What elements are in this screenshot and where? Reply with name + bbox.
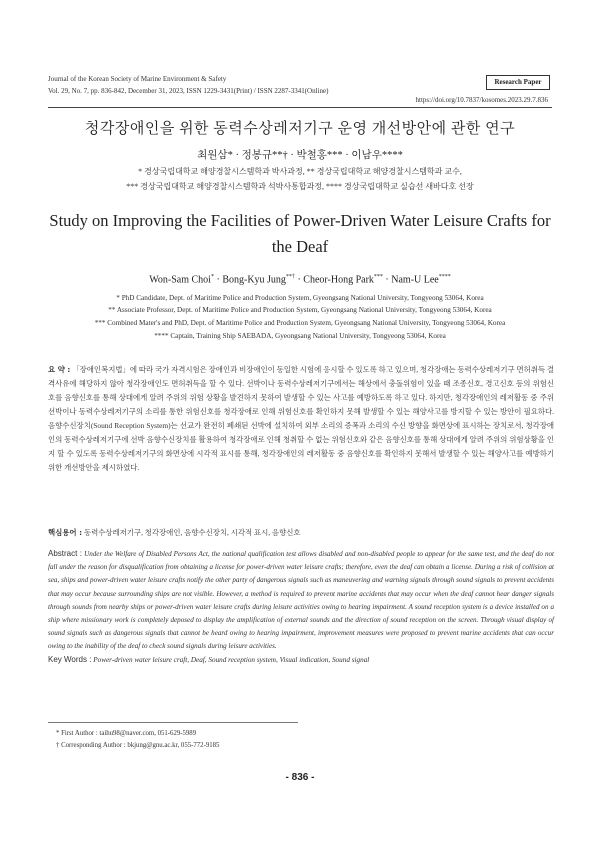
author-2: Bong-Kyu Jung bbox=[222, 274, 286, 286]
article-type-badge: Research Paper bbox=[486, 75, 550, 90]
keywords-korean-label: 핵심용어 : bbox=[48, 528, 83, 537]
affiliation-english-2: ** Associate Professor, Dept. of Maritime Police and Production System, Gyeongsang National University, Tongyeong 53064, Korea bbox=[108, 306, 492, 314]
author-3: Cheor-Hong Park bbox=[303, 274, 374, 286]
abstract-korean-text: 「장애인복지법」에 따라 국가 자격시험은 장애인과 비장애인이 동일한 시험에 응시할 수 있도록 하고 있으며, 청각장애는 동력수상레저기구 면허취득 결격사유에 해당하지 않아 청각장애인도 면허취득을 할 수 있다. 선박이나 동력수상레저기구에서는 해상에서 충돌위험이 있을 때 조종신호, 경고신호 등의 위험신호를 음향신호를 통해 상대에게 알려 주위의 위험 상황을 발견하지 못하여 발생할 수 있는 사고를 예방하도록 하고 있다. 하지만, 청각장애인의 레저활동 중 주위 선박이나 동력수상레저기구의 소리를 통한 위험신호를 청각장애로 인해 위험신호를 확인하지 못해 발생할 수 있는 해양사고를 방지할 수 있는 방안이 필요하다. 음향수신장치(Sound Reception System)는 선교가 완전히 폐쇄된 선박에 설치하여 외부 소리의 증폭과 소리의 수신 방향을 화면상에 표시하는 장치로서, 청각장애인의 동력수상레저기구에 선박 음향수신장치를 활용하여 청각장애로 인해 청취할 수 없는 위험신호와 같은 음향신호를 통해 상대에게 알려 주위의 위험상황을 인지 할 수 있도록 동력수상레저기구의 화면상에 시각적 표시를 통해, 청각장애인의 레저활동 중 음향신호를 확인하지 못해서 발생할 수 있는 해양사고를 예방하기 위한 개선방안을 제시하였다. bbox=[48, 365, 554, 472]
affiliation-english-3: *** Combined Mater's and PhD, Dept. of Maritime Police and Production System, Gyeongsang National University, Tongyeong 53064, Korea bbox=[94, 319, 506, 327]
footnote-divider bbox=[48, 722, 298, 723]
abstract-korean-label: 요 약 : bbox=[48, 365, 71, 374]
affiliation-english-1: * PhD Candidate, Dept. of Maritime Police and Production System, Gyeongsang National University, Tongyeong 53064, Korea bbox=[116, 294, 484, 302]
affiliation-korean-line-2: *** 경상국립대학교 해양경찰시스템학과 석박사통합과정, **** 경상국립대학교 실습선 새바다호 선장 bbox=[126, 182, 474, 191]
journal-name: Journal of the Korean Society of Marine Environment & Safety bbox=[48, 75, 227, 83]
page-number: - 836 - bbox=[285, 772, 315, 783]
header-divider bbox=[48, 107, 552, 108]
authors-korean: 최원삼* · 정봉규**† · 박철홍*** · 이남우**** bbox=[197, 150, 403, 161]
keywords-korean bbox=[48, 527, 301, 538]
volume-info: Vol. 29, No. 7, pp. 836-842, December 31, 2023, ISSN 1229-3431(Print) / ISSN 2287-3341(Online) bbox=[48, 87, 329, 95]
author-4-mark: **** bbox=[438, 274, 451, 280]
author-1: Won-Sam Choi bbox=[149, 274, 211, 286]
author-2-mark: **† bbox=[285, 274, 295, 280]
doi-link[interactable]: https://doi.org/10.7837/kosomes.2023.29.7.836 bbox=[415, 96, 548, 104]
affiliation-korean-line-1: * 경상국립대학교 해양경찰시스템학과 박사과정, ** 경상국립대학교 해양경찰시스템학과 교수, bbox=[138, 167, 462, 176]
author-4: Nam-U Lee bbox=[391, 274, 439, 286]
abstract-korean bbox=[48, 363, 554, 475]
abstract-english bbox=[48, 547, 554, 654]
keywords-korean-text: 동력수상레저기구, 청각장애인, 음향수신장치, 시각적 표시, 음향신호 bbox=[83, 528, 301, 537]
footnote-first-author: * First Author : taihu98@naver.com, 051-629-5989 bbox=[56, 730, 197, 737]
title-korean: 청각장애인을 위한 동력수상레저기구 운영 개선방안에 관한 연구 bbox=[84, 121, 516, 137]
affiliation-english-4: **** Captain, Training Ship SAEBADA, Gyeongsang National University, Tongyeong 53064, Korea bbox=[154, 332, 446, 340]
author-1-mark: * bbox=[210, 274, 214, 280]
abstract-english-label: Abstract : bbox=[48, 549, 83, 558]
authors-english: Won-Sam Choi* · Bong-Kyu Jung**† · Cheor-Hong Park*** · Nam-U Lee**** bbox=[149, 274, 451, 286]
keywords-english bbox=[48, 655, 369, 664]
title-english: Study on Improving the Facilities of Power-Driven Water Leisure Crafts for the Deaf bbox=[49, 211, 551, 256]
keywords-english-text: Power-driven water leisure craft, Deaf, Sound reception system, Visual indication, Sound signal bbox=[93, 656, 370, 664]
abstract-english-text: Under the Welfare of Disabled Persons Act, the national qualification test allows disabled and non-disabled people to appear for the same test, and the deaf do not fall under the reason for disqualification from obtaining a license for power-driven water leisure crafts; therefore, even the deaf can obtain a license. During a risk of collision at sea, ships and power-driven water leisure crafts notify the other party of dangerous signals such as maneuvering and warning signals through sound signals to prevent accidents that may occur because surrounding ships are not visible. However, a method is required to prevent marine accidents that may occur when the deaf cannot hear danger signals through sounds from nearby ships or power-driven water leisure crafts during leisure activities owing to hearing impairment. A sound reception system is a device installed on a ship where missionary work is completely deposed to display the amplification of external sounds and the direction of sound reception on the screen. Through visual display of sound signals such as dangerous signals that cannot be heard owing to hearing impairment, improvement measures were proposed to prevent marine accidents that can occur owing to the inability of the deaf to check sound signals during leisure activities. bbox=[48, 550, 555, 651]
keywords-english-label: Key Words : bbox=[48, 655, 92, 664]
footnote-corresponding-author: † Corresponding Author : bkjung@gnu.ac.kr, 055-772-9185 bbox=[56, 742, 220, 749]
author-3-mark: *** bbox=[373, 274, 383, 280]
